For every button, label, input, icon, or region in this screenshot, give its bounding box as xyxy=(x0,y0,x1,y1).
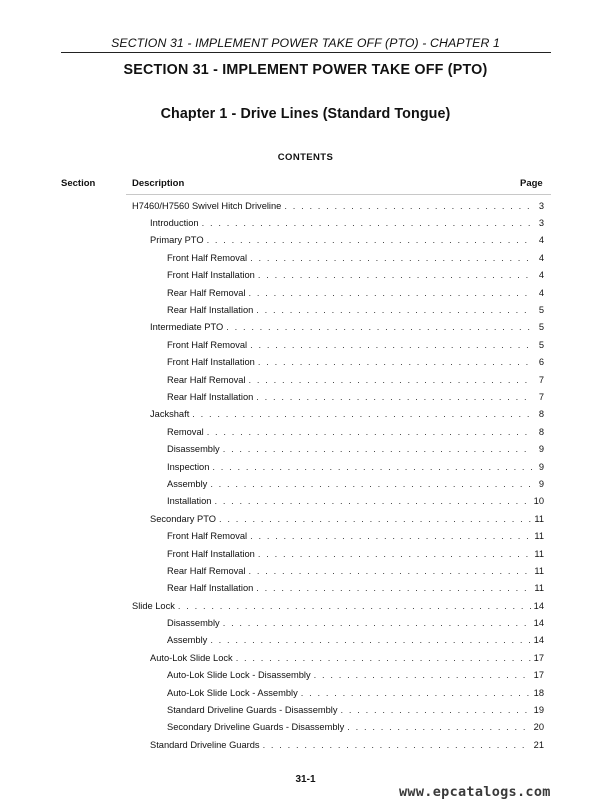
toc-entry-title: Auto-Lok Slide Lock - Disassembly xyxy=(167,670,311,681)
toc-entry[interactable] xyxy=(132,580,544,597)
toc-entry-title: Front Half Installation xyxy=(167,548,255,559)
toc-entry-page: 4 xyxy=(538,287,544,298)
dot-leader xyxy=(284,201,532,211)
contents-label: CONTENTS xyxy=(277,152,334,163)
dot-leader xyxy=(223,444,532,454)
toc-entry-page: 8 xyxy=(538,426,544,437)
toc-entry-page: 5 xyxy=(538,339,544,350)
toc-entry[interactable] xyxy=(132,249,544,266)
dot-leader xyxy=(210,479,532,489)
toc-entry-title: Rear Half Removal xyxy=(167,374,246,385)
toc-entry-title: Auto-Lok Slide Lock - Assembly xyxy=(167,687,298,698)
dot-leader xyxy=(250,531,531,541)
toc-entry-page: 3 xyxy=(538,218,544,229)
toc-entry[interactable] xyxy=(132,545,544,562)
dot-leader xyxy=(256,392,532,402)
toc-entry[interactable] xyxy=(132,319,544,336)
toc-entry-page: 5 xyxy=(538,322,544,333)
dot-leader xyxy=(256,305,532,315)
toc-entry[interactable] xyxy=(132,527,544,544)
toc-entry[interactable] xyxy=(132,562,544,579)
toc-entry[interactable] xyxy=(132,214,544,231)
dot-leader xyxy=(214,496,530,506)
toc-entry-page: 4 xyxy=(538,252,544,263)
toc-entry[interactable] xyxy=(132,197,544,214)
dot-leader xyxy=(258,357,532,367)
toc-entry[interactable] xyxy=(132,649,544,666)
toc-entry-title: Introduction xyxy=(150,218,199,229)
chapter-title: Chapter 1 - Drive Lines (Standard Tongue) xyxy=(160,106,451,122)
toc-entry[interactable] xyxy=(132,614,544,631)
toc-entry-title: Disassembly xyxy=(167,444,220,455)
toc-entry-title: Front Half Installation xyxy=(167,357,255,368)
toc-entry[interactable] xyxy=(132,597,544,614)
toc-entry[interactable] xyxy=(132,388,544,405)
toc-entry-page: 7 xyxy=(538,374,544,385)
toc-entry-page: 9 xyxy=(538,444,544,455)
dot-leader xyxy=(314,670,531,680)
toc-entry-page: 17 xyxy=(533,670,544,681)
toc-entry-title: Intermediate PTO xyxy=(150,322,224,333)
toc-entry-title: Installation xyxy=(167,496,212,507)
toc-entry-page: 8 xyxy=(538,409,544,420)
toc-entry-page: 11 xyxy=(534,565,544,576)
dot-leader xyxy=(258,549,531,559)
toc-entry-page: 3 xyxy=(538,200,544,211)
toc-entry-title: Front Half Installation xyxy=(167,270,255,281)
column-header-description: Description xyxy=(132,178,185,189)
dot-leader xyxy=(249,375,532,385)
dot-leader xyxy=(212,462,532,472)
dot-leader xyxy=(178,601,531,611)
toc-entry-page: 11 xyxy=(534,583,544,594)
toc-entry-page: 5 xyxy=(538,305,544,316)
column-header-section: Section xyxy=(61,178,96,189)
toc-entry[interactable] xyxy=(132,719,544,736)
toc-entry-title: Rear Half Installation xyxy=(167,305,254,316)
toc-entry[interactable] xyxy=(132,667,544,684)
dot-leader xyxy=(236,653,531,663)
dot-leader xyxy=(223,618,531,628)
table-of-contents xyxy=(132,197,544,754)
toc-entry-page: 10 xyxy=(533,496,544,507)
toc-entry-page: 14 xyxy=(533,618,544,629)
toc-entry[interactable] xyxy=(132,684,544,701)
toc-entry-title: Slide Lock xyxy=(132,600,175,611)
dot-leader xyxy=(250,340,532,350)
dot-leader xyxy=(219,514,531,524)
toc-entry[interactable] xyxy=(132,510,544,527)
toc-entry-title: Removal xyxy=(167,426,204,437)
toc-entry-page: 11 xyxy=(534,548,544,559)
dot-leader xyxy=(347,722,530,732)
toc-entry[interactable] xyxy=(132,423,544,440)
toc-entry-title: Front Half Removal xyxy=(167,252,248,263)
page-number: 31-1 xyxy=(295,774,316,785)
watermark: www.epcatalogs.com xyxy=(399,784,551,800)
dot-leader xyxy=(341,705,531,715)
dot-leader xyxy=(210,635,530,645)
toc-entry[interactable] xyxy=(132,475,544,492)
column-header-page: Page xyxy=(520,178,543,189)
toc-entry-page: 14 xyxy=(533,635,544,646)
toc-entry-title: Rear Half Removal xyxy=(167,287,246,298)
toc-entry-title: Front Half Removal xyxy=(167,531,248,542)
toc-entry-title: Auto-Lok Slide Lock xyxy=(150,652,233,663)
toc-entry-title: Standard Driveline Guards xyxy=(150,739,260,750)
dot-leader xyxy=(192,409,532,419)
dot-leader xyxy=(263,740,531,750)
toc-entry-page: 9 xyxy=(538,461,544,472)
toc-entry[interactable] xyxy=(132,301,544,318)
toc-entry-title: Jackshaft xyxy=(150,409,190,420)
toc-entry-page: 9 xyxy=(538,478,544,489)
toc-entry-title: Rear Half Installation xyxy=(167,391,254,402)
toc-entry[interactable] xyxy=(132,232,544,249)
toc-entry-title: Inspection xyxy=(167,461,210,472)
dot-leader xyxy=(249,566,532,576)
toc-entry[interactable] xyxy=(132,354,544,371)
toc-entry[interactable] xyxy=(132,632,544,649)
dot-leader xyxy=(301,688,531,698)
toc-entry[interactable] xyxy=(132,493,544,510)
dot-leader xyxy=(207,427,532,437)
dot-leader xyxy=(256,583,531,593)
dot-leader xyxy=(258,270,532,280)
toc-entry[interactable] xyxy=(132,458,544,475)
toc-entry-page: 4 xyxy=(538,235,544,246)
toc-entry-title: H7460/H7560 Swivel Hitch Driveline xyxy=(132,200,282,211)
toc-entry-title: Front Half Removal xyxy=(167,339,248,350)
toc-entry[interactable] xyxy=(132,736,544,753)
toc-entry-page: 11 xyxy=(534,513,544,524)
toc-entry[interactable] xyxy=(132,267,544,284)
dot-leader xyxy=(202,218,532,228)
toc-entry-title: Rear Half Installation xyxy=(167,583,254,594)
toc-entry[interactable] xyxy=(132,284,544,301)
toc-top-rule xyxy=(126,194,551,195)
section-title: SECTION 31 - IMPLEMENT POWER TAKE OFF (PTO) xyxy=(123,62,488,78)
dot-leader xyxy=(207,235,532,245)
toc-entry-page: 14 xyxy=(533,600,544,611)
toc-entry-page: 17 xyxy=(533,652,544,663)
toc-entry-title: Disassembly xyxy=(167,618,220,629)
toc-entry-title: Standard Driveline Guards - Disassembly xyxy=(167,705,338,716)
toc-entry[interactable] xyxy=(132,701,544,718)
toc-entry-page: 4 xyxy=(538,270,544,281)
toc-entry[interactable] xyxy=(132,440,544,457)
toc-entry-page: 11 xyxy=(534,531,544,542)
running-head: SECTION 31 - IMPLEMENT POWER TAKE OFF (PTO) - CHAPTER 1 xyxy=(111,36,500,50)
header-rule xyxy=(61,52,551,53)
toc-entry-page: 19 xyxy=(533,705,544,716)
toc-entry-page: 20 xyxy=(533,722,544,733)
toc-entry[interactable] xyxy=(132,371,544,388)
dot-leader xyxy=(249,288,532,298)
toc-entry-page: 7 xyxy=(538,391,544,402)
toc-entry-title: Primary PTO xyxy=(150,235,204,246)
toc-entry[interactable] xyxy=(132,336,544,353)
dot-leader xyxy=(250,253,532,263)
toc-entry-title: Assembly xyxy=(167,635,208,646)
toc-entry-page: 6 xyxy=(538,357,544,368)
toc-entry-title: Rear Half Removal xyxy=(167,565,246,576)
toc-entry-title: Secondary PTO xyxy=(150,513,216,524)
toc-entry[interactable] xyxy=(132,406,544,423)
toc-entry-page: 18 xyxy=(533,687,544,698)
toc-entry-page: 21 xyxy=(533,739,544,750)
toc-entry-title: Secondary Driveline Guards - Disassembly xyxy=(167,722,345,733)
dot-leader xyxy=(226,322,532,332)
toc-entry-title: Assembly xyxy=(167,478,208,489)
